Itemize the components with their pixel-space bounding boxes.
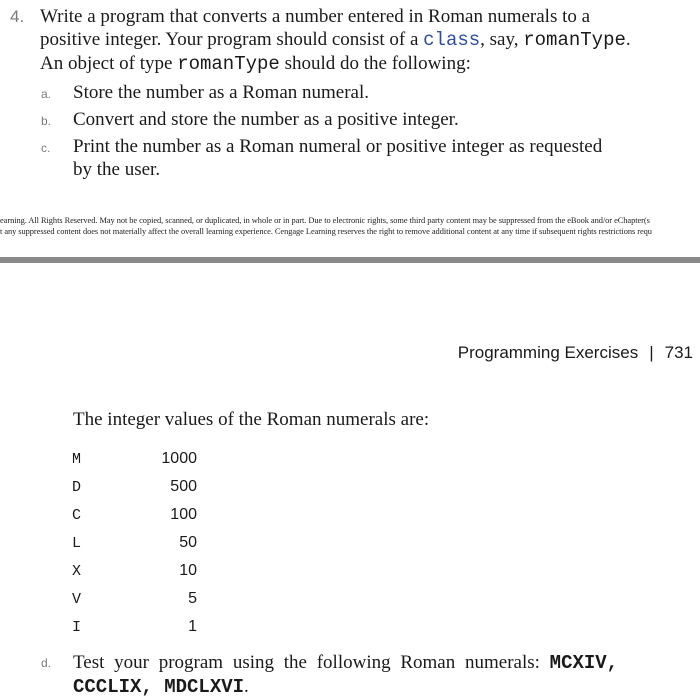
numerals-intro: The integer values of the Roman numerals are: bbox=[73, 409, 430, 430]
item-d-line-1 bbox=[73, 651, 618, 675]
question-line-2-mid: , say, bbox=[480, 29, 524, 50]
question-number: 4. bbox=[10, 7, 25, 26]
item-c-label: c. bbox=[41, 141, 51, 155]
question-line-2 bbox=[40, 28, 690, 52]
numeral-value: 100 bbox=[170, 506, 197, 523]
header-separator: | bbox=[649, 343, 654, 362]
question-line-1: Write a program that converts a number entered in Roman numerals to a bbox=[40, 6, 591, 27]
item-c-text: Print the number as a Roman numeral or positive integer as requested bbox=[73, 136, 603, 157]
item-d-label: d. bbox=[41, 656, 52, 670]
question-line-3-end: should do the following: bbox=[279, 53, 471, 74]
numeral-symbol: X bbox=[72, 563, 82, 580]
section-title: Programming Exercises bbox=[457, 343, 639, 362]
item-c-text-line2: by the user. bbox=[73, 159, 161, 180]
code-romantype: romanType bbox=[523, 29, 626, 51]
item-d-line-2-end: . bbox=[244, 676, 249, 697]
numeral-value: 500 bbox=[170, 478, 197, 495]
page-header bbox=[458, 343, 693, 363]
item-b-text: Convert and store the number as a positive integer. bbox=[73, 109, 459, 130]
page-number: 731 bbox=[664, 343, 693, 362]
copyright-line-2: t any suppressed content does not materially affect the overall learning experience. Cengage Learning reserves the right to remove additional content at any time if subsequent rights restrictions requ bbox=[0, 227, 652, 236]
numeral-symbol: L bbox=[72, 535, 82, 552]
numeral-value: 1000 bbox=[161, 450, 197, 467]
numeral-value: 50 bbox=[179, 534, 197, 551]
item-d-text bbox=[73, 651, 618, 699]
numeral-value: 1 bbox=[188, 618, 197, 635]
page-divider bbox=[0, 257, 700, 263]
code-numeral-1: MCXIV, bbox=[549, 652, 619, 674]
numeral-symbol: D bbox=[72, 479, 82, 496]
question-text bbox=[40, 5, 690, 76]
question-line-2-text: positive integer. Your program should consist of a bbox=[40, 29, 424, 50]
numeral-symbol: I bbox=[72, 619, 82, 636]
question-line-2-end: . bbox=[625, 29, 631, 50]
item-d-line-2 bbox=[73, 675, 618, 699]
item-a-label: a. bbox=[41, 87, 52, 101]
numeral-symbol: C bbox=[72, 507, 82, 524]
numeral-value: 10 bbox=[179, 562, 197, 579]
item-d-line-1-text: Test your program using the following Roman numerals: bbox=[73, 652, 550, 673]
question-line-3-text: An object of type bbox=[40, 53, 178, 74]
question-line-3 bbox=[40, 52, 690, 76]
numeral-symbol: V bbox=[72, 591, 82, 608]
item-a-text: Store the number as a Roman numeral. bbox=[73, 82, 370, 103]
numeral-symbol: M bbox=[72, 451, 82, 468]
item-b-label: b. bbox=[41, 114, 52, 128]
numeral-value: 5 bbox=[188, 590, 197, 607]
code-numeral-2: CCCLIX, MDCLXVI bbox=[73, 676, 245, 698]
code-romantype-2: romanType bbox=[177, 53, 280, 75]
copyright-line-1: earning. All Rights Reserved. May not be copied, scanned, or duplicated, in whole or in part. Due to electronic rights, some third party content may be suppressed from the eBook and/or eChapter(s bbox=[0, 216, 650, 225]
code-class-keyword: class bbox=[423, 29, 481, 51]
